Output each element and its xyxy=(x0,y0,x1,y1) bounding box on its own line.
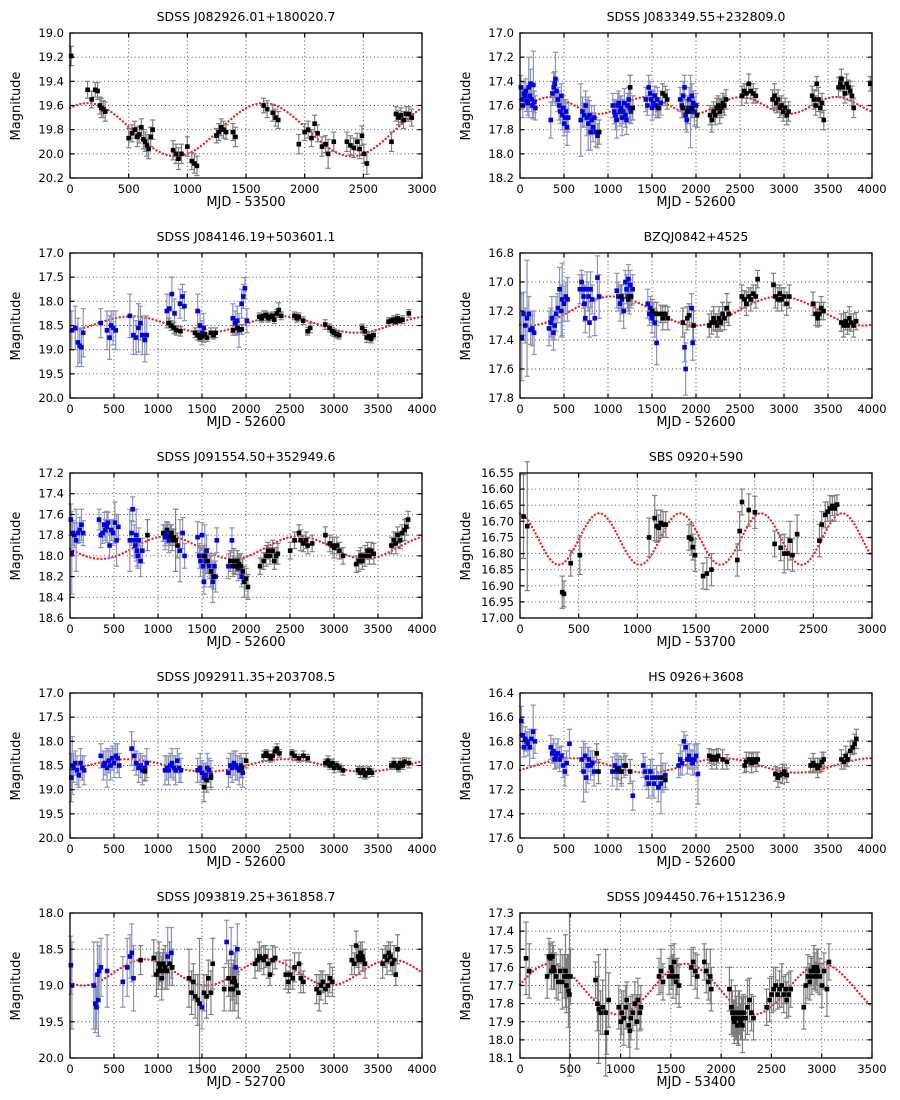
plot-title: SDSS J092911.35+203708.5 xyxy=(156,669,336,684)
svg-text:19.2: 19.2 xyxy=(38,50,64,65)
svg-text:2500: 2500 xyxy=(348,182,378,196)
svg-text:18.0: 18.0 xyxy=(488,146,514,161)
svg-text:20.0: 20.0 xyxy=(38,146,64,161)
svg-text:1000: 1000 xyxy=(593,182,623,196)
svg-text:19.0: 19.0 xyxy=(38,978,64,993)
svg-text:500: 500 xyxy=(103,1062,125,1076)
svg-text:1000: 1000 xyxy=(143,402,173,416)
svg-text:16.85: 16.85 xyxy=(481,562,514,577)
svg-text:17.6: 17.6 xyxy=(488,362,514,376)
svg-text:17.4: 17.4 xyxy=(38,486,64,501)
svg-text:18.0: 18.0 xyxy=(38,548,64,563)
svg-text:3000: 3000 xyxy=(807,1062,837,1076)
y-axis-label: Magnitude xyxy=(459,291,474,361)
svg-text:17.0: 17.0 xyxy=(488,275,514,289)
svg-text:16.65: 16.65 xyxy=(481,498,514,513)
svg-text:500: 500 xyxy=(103,622,125,636)
svg-text:18.2: 18.2 xyxy=(488,171,514,185)
svg-text:3500: 3500 xyxy=(813,182,843,196)
svg-text:3000: 3000 xyxy=(857,622,887,636)
panel-sdss-j094450 xyxy=(450,880,900,1100)
svg-text:18.5: 18.5 xyxy=(38,758,64,773)
svg-text:17.5: 17.5 xyxy=(38,710,64,725)
svg-text:3000: 3000 xyxy=(769,182,799,196)
svg-text:17.8: 17.8 xyxy=(488,391,514,405)
svg-text:18.2: 18.2 xyxy=(38,569,64,584)
svg-text:500: 500 xyxy=(103,402,125,416)
plot-canvas-9 xyxy=(450,880,900,1100)
svg-text:19.5: 19.5 xyxy=(38,1014,64,1029)
plot-canvas-4 xyxy=(0,440,450,660)
svg-text:17.0: 17.0 xyxy=(38,246,64,260)
panel-sdss-j082926 xyxy=(0,0,450,220)
svg-text:2000: 2000 xyxy=(231,402,261,416)
svg-text:19.4: 19.4 xyxy=(38,74,64,89)
svg-text:0: 0 xyxy=(66,182,74,196)
panel-sdss-j091554 xyxy=(0,440,450,660)
x-axis-label: MJD - 52600 xyxy=(656,855,736,870)
y-axis-label: Magnitude xyxy=(459,951,474,1021)
svg-text:20.2: 20.2 xyxy=(38,171,64,185)
panel-hs-0926 xyxy=(450,660,900,880)
svg-text:16.8: 16.8 xyxy=(488,246,514,260)
panel-sdss-j084146 xyxy=(0,220,450,440)
svg-text:17.6: 17.6 xyxy=(38,507,64,522)
svg-text:19.0: 19.0 xyxy=(38,782,64,797)
svg-text:1500: 1500 xyxy=(187,842,217,856)
svg-text:3000: 3000 xyxy=(319,622,349,636)
svg-text:2000: 2000 xyxy=(681,402,711,416)
x-axis-label: MJD - 53500 xyxy=(206,195,286,210)
svg-text:17.2: 17.2 xyxy=(38,466,64,480)
svg-text:17.2: 17.2 xyxy=(488,304,514,318)
svg-text:19.6: 19.6 xyxy=(38,98,64,113)
svg-text:17.5: 17.5 xyxy=(38,270,64,285)
svg-text:4000: 4000 xyxy=(857,182,887,196)
svg-text:19.8: 19.8 xyxy=(38,122,64,137)
plot-title: SDSS J091554.50+352949.6 xyxy=(156,449,336,464)
svg-text:1000: 1000 xyxy=(143,1062,173,1076)
svg-text:16.95: 16.95 xyxy=(481,594,514,609)
y-axis-label: Magnitude xyxy=(459,71,474,141)
svg-text:18.0: 18.0 xyxy=(38,734,64,749)
svg-text:3000: 3000 xyxy=(319,1062,349,1076)
plot-title: SDSS J082926.01+180020.7 xyxy=(156,9,336,24)
plot-title: SDSS J093819.25+361858.7 xyxy=(156,889,336,904)
svg-text:16.70: 16.70 xyxy=(481,514,514,529)
svg-text:3500: 3500 xyxy=(813,402,843,416)
y-axis-label: Magnitude xyxy=(9,511,24,581)
panel-sdss-j083349 xyxy=(450,0,900,220)
svg-text:18.0: 18.0 xyxy=(488,1032,514,1047)
svg-text:18.1: 18.1 xyxy=(488,1051,514,1065)
svg-text:1500: 1500 xyxy=(187,1062,217,1076)
x-axis-label: MJD - 52600 xyxy=(206,855,286,870)
svg-text:500: 500 xyxy=(553,182,575,196)
plot-canvas-7 xyxy=(450,660,900,880)
svg-text:0: 0 xyxy=(66,842,74,856)
svg-text:1500: 1500 xyxy=(681,622,711,636)
svg-text:19.5: 19.5 xyxy=(38,366,64,381)
panel-sbs-0920 xyxy=(450,440,900,660)
svg-text:2000: 2000 xyxy=(740,622,770,636)
x-axis-label: MJD - 52700 xyxy=(206,1075,286,1090)
plot-title: BZQJ0842+4525 xyxy=(643,229,749,244)
svg-text:3500: 3500 xyxy=(813,842,843,856)
svg-text:4000: 4000 xyxy=(407,622,437,636)
svg-text:2000: 2000 xyxy=(231,842,261,856)
svg-text:16.80: 16.80 xyxy=(481,546,514,561)
y-axis-label: Magnitude xyxy=(9,71,24,141)
svg-text:3500: 3500 xyxy=(363,1062,393,1076)
plot-title: SBS 0920+590 xyxy=(648,449,744,464)
y-axis-label: Magnitude xyxy=(9,291,24,361)
svg-text:500: 500 xyxy=(553,402,575,416)
x-axis-label: MJD - 53400 xyxy=(656,1075,736,1090)
svg-text:17.2: 17.2 xyxy=(488,782,514,797)
svg-text:4000: 4000 xyxy=(857,842,887,856)
y-axis-label: Magnitude xyxy=(459,731,474,801)
svg-text:18.5: 18.5 xyxy=(38,942,64,957)
svg-text:3000: 3000 xyxy=(319,402,349,416)
svg-text:20.0: 20.0 xyxy=(38,1051,64,1065)
svg-text:4000: 4000 xyxy=(857,402,887,416)
svg-text:17.4: 17.4 xyxy=(488,924,514,939)
svg-text:18.0: 18.0 xyxy=(38,294,64,309)
svg-text:16.90: 16.90 xyxy=(481,578,514,593)
svg-text:16.4: 16.4 xyxy=(488,686,514,700)
svg-text:4000: 4000 xyxy=(407,842,437,856)
svg-text:2500: 2500 xyxy=(275,402,305,416)
svg-text:2500: 2500 xyxy=(725,182,755,196)
svg-text:17.5: 17.5 xyxy=(488,942,514,957)
svg-text:17.8: 17.8 xyxy=(488,122,514,137)
svg-text:17.0: 17.0 xyxy=(38,686,64,700)
svg-text:0: 0 xyxy=(516,842,524,856)
svg-text:4000: 4000 xyxy=(407,402,437,416)
svg-text:2000: 2000 xyxy=(681,182,711,196)
x-axis-label: MJD - 52600 xyxy=(656,195,736,210)
svg-text:3000: 3000 xyxy=(769,842,799,856)
svg-text:1500: 1500 xyxy=(656,1062,686,1076)
svg-text:500: 500 xyxy=(567,622,590,636)
svg-text:2500: 2500 xyxy=(798,622,828,636)
plot-title: SDSS J094450.76+151236.9 xyxy=(606,889,786,904)
plot-canvas-0 xyxy=(0,0,450,220)
svg-text:16.75: 16.75 xyxy=(481,530,514,545)
svg-text:0: 0 xyxy=(516,182,524,196)
svg-text:16.55: 16.55 xyxy=(481,466,514,480)
svg-text:18.6: 18.6 xyxy=(38,611,64,625)
x-axis-label: MJD - 53700 xyxy=(656,635,736,650)
svg-text:16.60: 16.60 xyxy=(481,482,514,497)
svg-text:0: 0 xyxy=(66,1062,74,1076)
svg-text:0: 0 xyxy=(516,622,524,636)
svg-text:17.6: 17.6 xyxy=(488,960,514,975)
svg-text:18.5: 18.5 xyxy=(38,318,64,333)
svg-text:1000: 1000 xyxy=(622,622,652,636)
plot-canvas-5 xyxy=(450,440,900,660)
svg-text:4000: 4000 xyxy=(407,1062,437,1076)
svg-text:0: 0 xyxy=(66,402,74,416)
svg-text:2000: 2000 xyxy=(706,1062,736,1076)
svg-text:500: 500 xyxy=(103,842,125,856)
plot-title: HS 0926+3608 xyxy=(648,669,744,684)
svg-text:1500: 1500 xyxy=(187,622,217,636)
svg-text:20.0: 20.0 xyxy=(38,831,64,845)
x-axis-label: MJD - 52600 xyxy=(206,415,286,430)
y-axis-label: Magnitude xyxy=(9,951,24,1021)
svg-text:2000: 2000 xyxy=(231,1062,261,1076)
svg-text:2000: 2000 xyxy=(231,622,261,636)
svg-text:1000: 1000 xyxy=(593,402,623,416)
svg-text:17.2: 17.2 xyxy=(488,50,514,65)
svg-text:17.0: 17.0 xyxy=(488,758,514,773)
plot-canvas-6 xyxy=(0,660,450,880)
svg-text:16.6: 16.6 xyxy=(488,710,514,725)
svg-text:1500: 1500 xyxy=(637,842,667,856)
svg-text:17.8: 17.8 xyxy=(38,528,64,543)
plot-canvas-8 xyxy=(0,880,450,1100)
svg-text:3500: 3500 xyxy=(363,622,393,636)
svg-text:2500: 2500 xyxy=(275,622,305,636)
svg-text:17.4: 17.4 xyxy=(488,806,514,821)
svg-text:19.5: 19.5 xyxy=(38,806,64,821)
svg-text:500: 500 xyxy=(117,182,140,196)
svg-text:3500: 3500 xyxy=(363,402,393,416)
svg-text:0: 0 xyxy=(516,1062,524,1076)
svg-text:17.4: 17.4 xyxy=(488,74,514,89)
svg-text:17.6: 17.6 xyxy=(488,98,514,113)
svg-text:2500: 2500 xyxy=(275,1062,305,1076)
svg-text:2500: 2500 xyxy=(725,402,755,416)
svg-text:3500: 3500 xyxy=(857,1062,887,1076)
svg-text:2500: 2500 xyxy=(275,842,305,856)
svg-text:3000: 3000 xyxy=(319,842,349,856)
panel-sdss-j092911 xyxy=(0,660,450,880)
svg-text:1500: 1500 xyxy=(231,182,261,196)
panel-bzqj0842 xyxy=(450,220,900,440)
svg-text:18.4: 18.4 xyxy=(38,590,64,605)
svg-text:2000: 2000 xyxy=(290,182,320,196)
x-axis-label: MJD - 52600 xyxy=(656,415,736,430)
svg-text:19.0: 19.0 xyxy=(38,26,64,40)
svg-text:1000: 1000 xyxy=(143,622,173,636)
svg-text:20.0: 20.0 xyxy=(38,391,64,405)
svg-text:16.8: 16.8 xyxy=(488,734,514,749)
plot-title: SDSS J083349.55+232809.0 xyxy=(606,9,786,24)
svg-text:17.0: 17.0 xyxy=(488,26,514,40)
svg-text:17.6: 17.6 xyxy=(488,831,514,845)
svg-text:1000: 1000 xyxy=(172,182,202,196)
svg-text:17.4: 17.4 xyxy=(488,333,514,347)
plot-canvas-3 xyxy=(450,220,900,440)
y-axis-label: Magnitude xyxy=(9,731,24,801)
svg-text:1500: 1500 xyxy=(187,402,217,416)
svg-text:500: 500 xyxy=(559,1062,582,1076)
svg-text:19.0: 19.0 xyxy=(38,342,64,357)
y-axis-label: Magnitude xyxy=(459,511,474,581)
svg-text:500: 500 xyxy=(553,842,575,856)
x-axis-label: MJD - 52600 xyxy=(206,635,286,650)
svg-text:17.00: 17.00 xyxy=(481,611,514,625)
svg-text:1500: 1500 xyxy=(637,182,667,196)
svg-text:1000: 1000 xyxy=(593,842,623,856)
svg-text:2000: 2000 xyxy=(681,842,711,856)
svg-text:0: 0 xyxy=(66,622,74,636)
plot-title: SDSS J084146.19+503601.1 xyxy=(156,229,336,244)
plot-canvas-1 xyxy=(450,0,900,220)
svg-text:17.9: 17.9 xyxy=(488,1014,514,1029)
panel-sdss-j093819 xyxy=(0,880,450,1100)
svg-text:17.8: 17.8 xyxy=(488,996,514,1011)
svg-text:3500: 3500 xyxy=(363,842,393,856)
svg-text:0: 0 xyxy=(516,402,524,416)
svg-text:3000: 3000 xyxy=(769,402,799,416)
svg-text:17.7: 17.7 xyxy=(488,978,514,993)
plot-canvas-2 xyxy=(0,220,450,440)
svg-text:17.3: 17.3 xyxy=(488,906,514,920)
svg-text:1000: 1000 xyxy=(143,842,173,856)
svg-text:3000: 3000 xyxy=(407,182,437,196)
svg-text:18.0: 18.0 xyxy=(38,906,64,920)
svg-text:2500: 2500 xyxy=(756,1062,787,1076)
svg-text:1500: 1500 xyxy=(637,402,667,416)
svg-text:1000: 1000 xyxy=(605,1062,636,1076)
svg-text:2500: 2500 xyxy=(725,842,755,856)
